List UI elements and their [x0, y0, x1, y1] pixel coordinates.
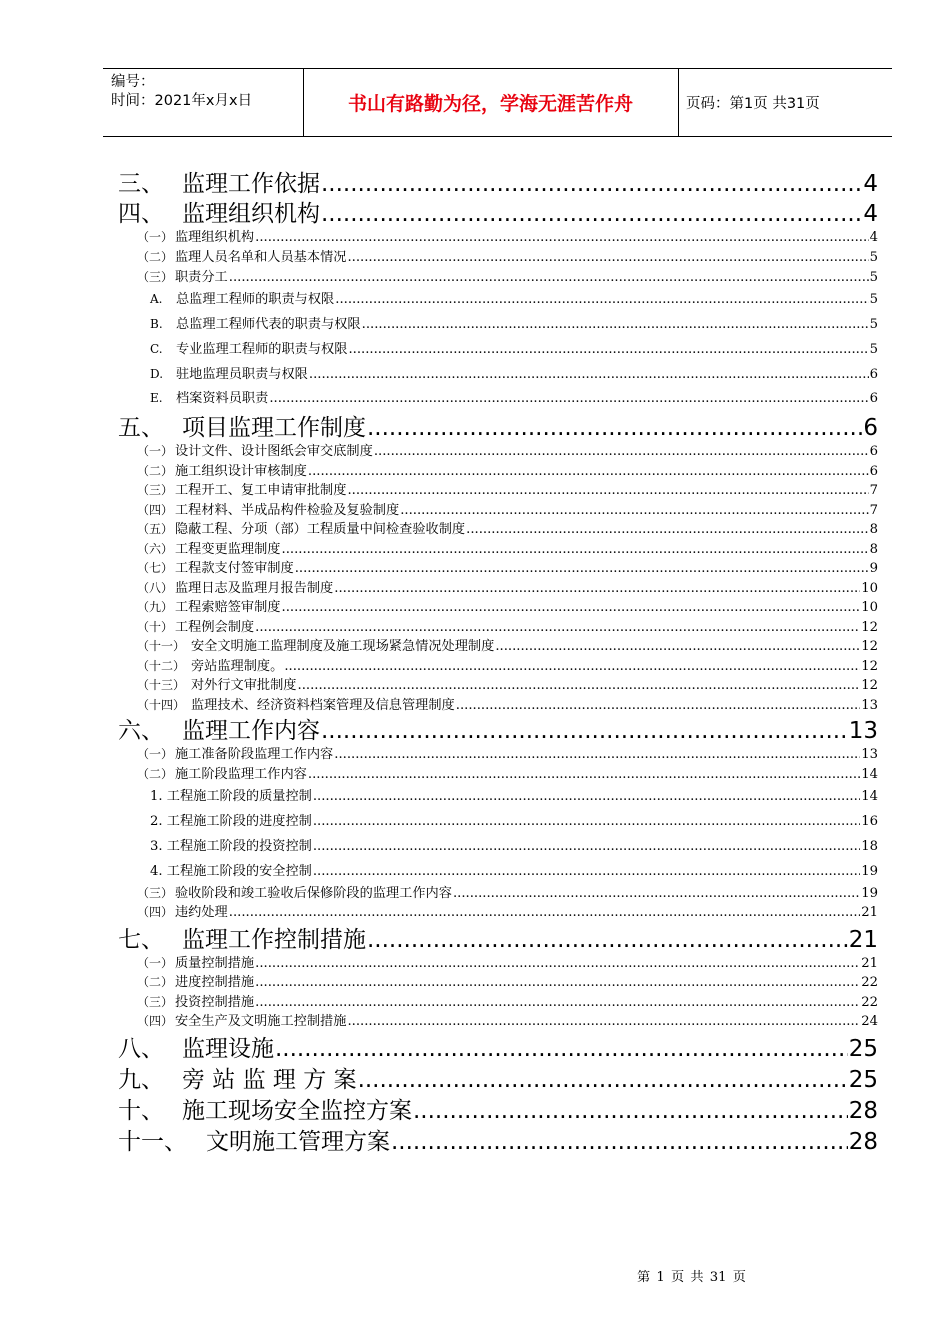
toc-leader [255, 974, 860, 992]
toc-entry-number: （十三） [137, 678, 186, 692]
toc-entry[interactable] [118, 717, 878, 745]
toc-entry-title: 质量控制措施 [175, 956, 255, 971]
toc-leader [347, 482, 868, 500]
toc-entry[interactable] [137, 1013, 878, 1031]
toc-leader [495, 638, 860, 656]
toc-entry[interactable] [118, 1128, 878, 1156]
toc-leader [348, 341, 868, 359]
toc-entry-number: 五、 [118, 415, 164, 441]
toc-entry-number: （一） [137, 956, 174, 970]
toc-entry-page: 12 [861, 659, 878, 674]
toc-entry-page: 6 [869, 464, 878, 479]
toc-entry-page: 18 [861, 839, 878, 854]
toc-entry-number: （三） [137, 995, 174, 1009]
toc-entry-page: 4 [863, 171, 878, 197]
toc-leader [400, 502, 868, 520]
toc-entry-number: 八、 [118, 1036, 164, 1062]
toc-entry[interactable] [137, 619, 878, 637]
toc-entry-page: 25 [848, 1067, 878, 1093]
toc-entry-page: 22 [861, 975, 878, 990]
toc-entry-page: 5 [869, 317, 878, 332]
toc-entry-number: （三） [137, 483, 174, 497]
toc-entry[interactable] [137, 229, 878, 247]
toc-entry-page: 16 [861, 814, 878, 829]
toc-entry-page: 6 [869, 391, 878, 406]
toc-leader [308, 766, 860, 784]
page-footer: 第 1 页 共 31 页 [637, 1270, 746, 1285]
toc-entry[interactable] [137, 658, 878, 676]
toc-entry-page: 5 [869, 250, 878, 265]
toc-entry[interactable] [150, 813, 878, 831]
toc-leader [229, 904, 860, 922]
toc-leader [298, 677, 861, 695]
toc-entry-number: （一） [137, 444, 174, 458]
toc-entry-number: （四） [137, 905, 174, 919]
toc-entry-title: 进度控制措施 [175, 975, 255, 990]
toc-leader [334, 746, 860, 764]
toc-entry-number: （八） [137, 581, 174, 595]
toc-entry-number: （十一） [137, 639, 186, 653]
toc-entry-title: 投资控制措施 [175, 995, 255, 1010]
toc-leader [275, 1035, 848, 1063]
toc-entry-title: 监理设施 [182, 1036, 274, 1062]
toc-entry-page: 21 [848, 927, 878, 953]
toc-entry-page: 12 [861, 678, 878, 693]
toc-entry-number: 九、 [118, 1067, 164, 1093]
toc-entry-page: 8 [869, 542, 878, 557]
toc-entry-number: 四、 [118, 201, 164, 227]
toc-entry-number: 十一、 [118, 1129, 187, 1155]
toc-entry-number: 三、 [118, 171, 164, 197]
toc-entry-number: （十四） [137, 698, 186, 712]
toc-leader [295, 560, 869, 578]
toc-entry-number: （二） [137, 464, 174, 478]
toc-entry-title: 施工阶段监理工作内容 [175, 767, 307, 782]
toc-entry[interactable] [137, 697, 878, 715]
toc-entry-number: A. [150, 292, 163, 306]
toc-entry-page: 13 [861, 698, 878, 713]
toc-leader [313, 863, 860, 881]
toc-entry[interactable] [118, 414, 878, 442]
toc-leader [284, 658, 860, 676]
toc-entry[interactable] [118, 170, 878, 198]
toc-entry[interactable] [150, 316, 878, 334]
toc-entry[interactable] [118, 1097, 878, 1125]
toc-entry[interactable] [137, 974, 878, 992]
toc-entry[interactable] [137, 994, 878, 1012]
toc-entry-number: （十） [137, 620, 174, 634]
toc-entry-title: 专业监理工程师的职责与权限 [176, 342, 348, 357]
toc-entry-title: 施工组织设计审核制度 [175, 464, 307, 479]
toc-entry[interactable] [137, 443, 878, 461]
toc-entry[interactable] [137, 521, 878, 539]
toc-leader [229, 269, 869, 287]
toc-entry-page: 28 [848, 1129, 878, 1155]
toc-leader [321, 200, 862, 228]
toc-entry-number: （四） [137, 1014, 174, 1028]
toc-entry-title: 工程款支付签审制度 [175, 561, 294, 576]
toc-entry-title: 施工现场安全监控方案 [182, 1098, 412, 1124]
toc-entry-page: 13 [861, 747, 878, 762]
toc-leader [362, 316, 869, 334]
toc-entry-title: 工程索赔签审制度 [175, 600, 281, 615]
toc-entry-number: （二） [137, 250, 174, 264]
toc-leader [347, 1013, 860, 1031]
toc-entry[interactable] [118, 926, 878, 954]
toc-entry[interactable] [137, 580, 878, 598]
toc-leader [282, 541, 869, 559]
toc-entry-number: （七） [137, 561, 174, 575]
toc-entry-number: D. [150, 367, 164, 381]
toc-entry-title: 项目监理工作制度 [182, 415, 366, 441]
toc-entry-page: 6 [869, 367, 878, 382]
toc-entry-title: 旁 站 监 理 方 案 [182, 1067, 357, 1093]
toc-entry-title: 文明施工管理方案 [206, 1129, 390, 1155]
toc-entry-page: 25 [848, 1036, 878, 1062]
toc-entry-title: 档案资料员职责 [176, 391, 269, 406]
toc-entry-page: 6 [869, 444, 878, 459]
toc-entry[interactable] [137, 463, 878, 481]
toc-entry-page: 5 [869, 270, 878, 285]
toc-entry-number: （二） [137, 975, 174, 989]
toc-entry-number: 七、 [118, 927, 164, 953]
toc-entry-page: 10 [861, 581, 878, 596]
toc-entry-number: （五） [137, 522, 174, 536]
toc-leader [391, 1128, 848, 1156]
toc-entry-title: 监理工作依据 [182, 171, 320, 197]
toc-entry-title: 3. 工程施工阶段的投资控制 [150, 839, 312, 854]
toc-entry[interactable] [137, 269, 878, 287]
toc-entry[interactable] [150, 863, 878, 881]
toc-entry-page: 14 [861, 789, 878, 804]
toc-entry-title: 验收阶段和竣工验收后保修阶段的监理工作内容 [175, 886, 452, 901]
toc-entry-title: 对外行文审批制度 [191, 678, 297, 693]
toc-entry-number: B. [150, 317, 163, 331]
toc-entry-title: 4. 工程施工阶段的安全控制 [150, 864, 312, 879]
toc-entry-page: 6 [863, 415, 878, 441]
toc-leader [413, 1097, 848, 1125]
toc-entry-number: C. [150, 342, 163, 356]
toc-entry-title: 施工准备阶段监理工作内容 [175, 747, 334, 762]
toc-entry[interactable] [137, 541, 878, 559]
toc-entry-title: 监理工作内容 [182, 718, 320, 744]
toc-entry-page: 7 [869, 503, 878, 518]
toc-entry-title: 监理日志及监理月报告制度 [175, 581, 334, 596]
toc-entry[interactable] [137, 766, 878, 784]
toc-entry[interactable] [137, 249, 878, 267]
toc-entry-page: 24 [861, 1014, 878, 1029]
toc-leader [367, 414, 862, 442]
toc-entry-number: 十、 [118, 1098, 164, 1124]
toc-entry[interactable] [137, 502, 878, 520]
toc-entry-title: 安全文明施工监理制度及施工现场紧急情况处理制度 [191, 639, 495, 654]
toc-entry-page: 12 [861, 620, 878, 635]
toc-entry-number: E. [150, 391, 163, 405]
toc-entry-number: （三） [137, 886, 174, 900]
toc-entry-number: （六） [137, 542, 174, 556]
toc-entry[interactable] [137, 638, 878, 656]
toc-entry-title: 监理工作控制措施 [182, 927, 366, 953]
toc-entry-title: 隐蔽工程、分项（部）工程质量中间检查验收制度 [175, 522, 466, 537]
toc-entry-page: 4 [869, 230, 878, 245]
header-number-label: 编号： [111, 74, 155, 90]
toc-leader [269, 390, 868, 408]
toc-entry-title: 工程例会制度 [175, 620, 255, 635]
toc-entry-page: 14 [861, 767, 878, 782]
toc-entry-title: 监理组织机构 [175, 230, 255, 245]
toc-entry-title: 安全生产及文明施工控制措施 [175, 1014, 347, 1029]
toc-entry[interactable] [150, 341, 878, 359]
toc-entry-page: 5 [869, 342, 878, 357]
toc-leader [347, 249, 868, 267]
toc-entry-title: 旁站监理制度。 [191, 659, 284, 674]
toc-entry-number: （四） [137, 503, 174, 517]
toc-leader [313, 838, 860, 856]
header-time-label: 时间：2021年x月x日 [111, 93, 253, 109]
toc-entry[interactable] [137, 677, 878, 695]
toc-entry-number: 六、 [118, 718, 164, 744]
toc-entry-number: （一） [137, 230, 174, 244]
toc-entry-title: 驻地监理员职责与权限 [176, 367, 308, 382]
toc-leader [309, 366, 869, 384]
toc-entry-title: 职责分工 [175, 270, 228, 285]
toc-entry[interactable] [118, 200, 878, 228]
toc-entry-page: 22 [861, 995, 878, 1010]
toc-entry[interactable] [150, 291, 878, 309]
toc-leader [255, 994, 860, 1012]
toc-entry[interactable] [118, 1035, 878, 1063]
toc-entry-page: 19 [861, 886, 878, 901]
toc-leader [334, 580, 860, 598]
toc-entry[interactable] [118, 1066, 878, 1094]
toc-entry-title: 违约处理 [175, 905, 228, 920]
toc-entry-page: 12 [861, 639, 878, 654]
toc-entry-title: 设计文件、设计图纸会审交底制度 [175, 444, 373, 459]
toc-entry[interactable] [137, 599, 878, 617]
toc-leader [456, 697, 860, 715]
toc-leader [466, 521, 868, 539]
toc-entry-title: 总监理工程师代表的职责与权限 [176, 317, 361, 332]
toc-entry-page: 13 [848, 718, 878, 744]
toc-entry-number: （九） [137, 600, 174, 614]
toc-entry-number: （三） [137, 270, 174, 284]
toc-leader [282, 599, 861, 617]
toc-entry[interactable] [137, 955, 878, 973]
toc-leader [335, 291, 868, 309]
toc-entry-page: 21 [861, 905, 878, 920]
header-page-info: 页码：第1页 共31页 [686, 96, 820, 112]
toc-entry-title: 监理技术、经济资料档案管理及信息管理制度 [191, 698, 455, 713]
toc-entry[interactable] [150, 366, 878, 384]
toc-entry-title: 2. 工程施工阶段的进度控制 [150, 814, 312, 829]
toc-entry-page: 8 [869, 522, 878, 537]
toc-entry-page: 10 [861, 600, 878, 615]
toc-entry-title: 工程材料、半成品构件检验及复验制度 [175, 503, 400, 518]
toc-entry-number: （一） [137, 747, 174, 761]
toc-entry[interactable] [137, 885, 878, 903]
toc-leader [321, 717, 848, 745]
toc-entry-page: 21 [861, 956, 878, 971]
toc-entry[interactable] [137, 560, 878, 578]
toc-entry-page: 5 [869, 292, 878, 307]
toc-entry[interactable] [137, 904, 878, 922]
header-motto: 书山有路勤为径，学海无涯苦作舟 [347, 93, 633, 115]
toc-leader [308, 463, 869, 481]
toc-entry[interactable] [137, 746, 878, 764]
toc-leader [453, 885, 860, 903]
toc-leader [313, 788, 860, 806]
toc-leader [367, 926, 848, 954]
toc-entry-number: （十二） [137, 659, 186, 673]
toc-leader [255, 229, 868, 247]
toc-entry-page: 9 [869, 561, 878, 576]
toc-leader [374, 443, 869, 461]
toc-entry-title: 工程开工、复工申请审批制度 [175, 483, 347, 498]
toc-entry-page: 19 [861, 864, 878, 879]
toc-entry-title: 监理组织机构 [182, 201, 320, 227]
toc-leader [313, 813, 860, 831]
toc-entry-title: 总监理工程师的职责与权限 [176, 292, 335, 307]
toc-leader [358, 1066, 848, 1094]
toc-entry[interactable] [150, 390, 878, 408]
toc-entry-page: 7 [869, 483, 878, 498]
toc-leader [255, 955, 860, 973]
toc-entry-title: 1. 工程施工阶段的质量控制 [150, 789, 312, 804]
toc-entry[interactable] [150, 838, 878, 856]
toc-entry[interactable] [137, 482, 878, 500]
toc-entry-number: （二） [137, 767, 174, 781]
toc-leader [255, 619, 860, 637]
toc-entry-title: 监理人员名单和人员基本情况 [175, 250, 347, 265]
toc-entry[interactable] [150, 788, 878, 806]
toc-entry-title: 工程变更监理制度 [175, 542, 281, 557]
toc-entry-page: 28 [848, 1098, 878, 1124]
toc-leader [321, 170, 862, 198]
toc-entry-page: 4 [863, 201, 878, 227]
